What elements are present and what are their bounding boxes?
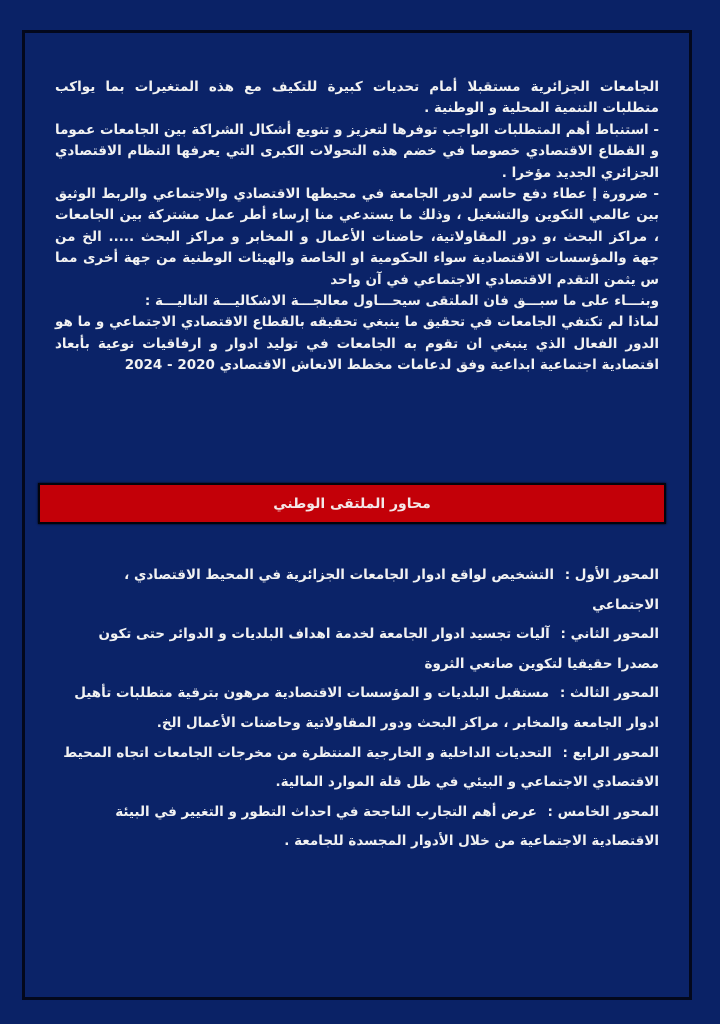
axis-label: المحور الثاني : — [560, 626, 659, 643]
axis-label: المحور الرابع : — [562, 744, 659, 761]
axis-text: التشخيص لواقع ادوار الجامعات الجزائرية في المحيط الاقتصادي ، الاجتماعي — [124, 567, 659, 613]
banner-title: محاور الملتقى الوطني — [273, 495, 431, 512]
axis-label: المحور الثالث : — [559, 685, 659, 702]
problem-statement: لماذا لم تكتفي الجامعات في تحقيق ما ينبغي تحقيقه بالقطاع الاقتصادي الاجتماعي و ما هو الدور الفعال الذي ينبغي ان تقوم به الجامعات في توليد ادوار و ارفاقيات نوعية بأبعاد اقتصادية اجتماعية ابداعية وفق لدعامات مخطط الانعاش الاقتصادي 2020 - 2024 — [55, 314, 659, 374]
axis-item — [55, 561, 659, 620]
axis-item — [55, 739, 659, 798]
axis-item — [55, 679, 659, 738]
axis-text: آليات تجسيد ادوار الجامعة لخدمة اهداف البلديات و الدوائر حتى تكون مصدرا حقيقيا لتكوين صانعي الثروة — [98, 626, 659, 672]
intro-section — [55, 77, 659, 377]
axis-label: المحور الأول : — [564, 567, 659, 583]
axis-item — [55, 798, 659, 857]
page-frame — [22, 30, 692, 1000]
section-banner — [38, 483, 666, 524]
axis-text: عرض أهم التجارب الناجحة في احداث التطور و التغيير في البيئة الاقتصادية الاجتماعية من خلال الأدوار المجسدة للجامعة . — [115, 803, 659, 850]
axis-label: المحور الخامس : — [547, 803, 659, 820]
axis-item — [55, 620, 659, 679]
axes-list — [55, 561, 659, 857]
intro-paragraph: الجامعات الجزائرية مستقبلا أمام تحديات كبيرة للتكيف مع هذه المتغيرات بما يواكب متطلبات التنمية المحلية و الوطنية . — [55, 79, 659, 117]
axis-text: مستقبل البلديات و المؤسسات الاقتصادية مرهون بترقية متطلبات تأهيل ادوار الجامعة والمخابر ، مراكز البحث ودور المقاولاتية وحاضنات الأعمال الخ. — [74, 685, 659, 731]
axis-text: التحديات الداخلية و الخارجية المنتظرة من مخرجات الجامعات اتجاه المحيط الاقتصادي الاجتماعي و البيئي في ظل قلة الموارد المالية. — [63, 744, 659, 791]
intro-paragraph: - استنباط أهم المتطلبات الواجب توفرها لتعزيز و تنويع أشكال الشراكة بين الجامعات عموما و القطاع الاقتصادي خصوصا في خضم هذه التحولات الكبرى التي يعرفها النظام الاقتصادي الجزائري الجديد مؤخرا . — [55, 121, 659, 181]
intro-paragraph: - ضرورة إ عطاء دفع حاسم لدور الجامعة في محيطها الاقتصادي والاجتماعي والربط الوثيق بين عالمي التكوين والتشغيل ، وذلك ما يستدعي منا إرساء أطر عمل مشتركة بين الجامعات ، مراكز البحث ،و دور المقاولاتية، حاضنات الأعمال و المخابر و مراكز البحث ..... الخ من جهة والمؤسسات الاقتصادية سواء الحكومية او الخاصة والهيئات الوطنية من جهة أخرى مما س يثمن التقدم الاقتصادي الاجتماعي في آن واحد — [55, 186, 659, 288]
problem-intro: وبنـــاء على ما سبـــق فان الملتقى سيحـــاول معالجـــة الاشكاليـــة التاليـــة : — [144, 293, 659, 310]
